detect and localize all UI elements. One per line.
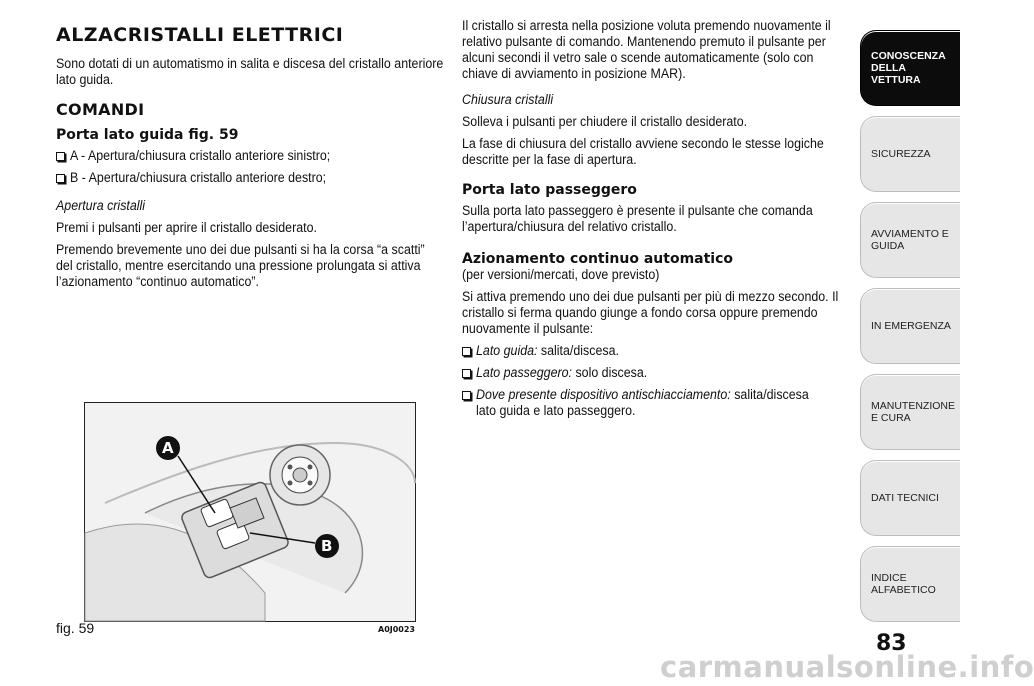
item-label: Lato passeggero: <box>476 365 572 380</box>
item-text: solo discesa. <box>571 365 648 380</box>
checkbox-bullet-icon <box>462 391 471 400</box>
page-number: 83 <box>876 631 907 656</box>
item-text: salita/discesa. <box>537 343 619 358</box>
watermark: carmanualsonline.info <box>660 650 1034 684</box>
chiusura-heading: Chiusura cristalli <box>462 92 554 107</box>
right-column <box>462 18 842 425</box>
passeggero-heading: Porta lato passeggero <box>462 182 637 198</box>
porta-guida-heading: Porta lato guida fig. 59 <box>56 127 239 143</box>
tab-sicurezza[interactable]: SICUREZZA <box>860 116 960 192</box>
checkbox-bullet-icon <box>56 174 65 183</box>
item-label: Lato guida: <box>476 343 538 358</box>
azionamento-subtitle: (per versioni/mercati, dove previsto) <box>462 267 660 282</box>
passeggero-paragraph: Sulla porta lato passeggero è presente il pulsante che comanda l’apertura/chiusura del relativo cristallo. <box>462 203 813 234</box>
chiusura-paragraph-2: La fase di chiusura del cristallo avviene secondo le stesse logiche descritte per la fase di apertura. <box>462 136 824 167</box>
callout-label-b: B <box>321 537 333 555</box>
intro-text: Sono dotati di un automatismo in salita e discesa del cristallo anteriore lato guida. <box>56 56 444 87</box>
bullet-item <box>462 343 842 359</box>
checkbox-bullet-icon <box>462 347 471 356</box>
azionamento-heading: Azionamento continuo automatico <box>462 251 734 267</box>
apertura-paragraph-1: Premi i pulsanti per aprire il cristallo desiderato. <box>56 220 317 235</box>
apertura-heading: Apertura cristalli <box>56 198 146 213</box>
chiusura-paragraph-1: Solleva i pulsanti per chiudere il cristallo desiderato. <box>462 114 748 129</box>
azionamento-paragraph: Si attiva premendo uno dei due pulsanti per più di mezzo secondo. Il cristallo si ferma quando giunge a fondo corsa oppure premendo nuovamente il pulsante: <box>462 289 839 336</box>
tab-in-emergenza[interactable]: IN EMERGENZA <box>860 288 960 364</box>
bullet-item <box>56 170 446 186</box>
checkbox-bullet-icon <box>56 152 65 161</box>
window-switch-illustration <box>85 403 415 621</box>
bullet-text: A - Apertura/chiusura cristallo anteriore sinistro; <box>70 148 331 163</box>
callout-label-a: A <box>162 439 174 457</box>
tab-indice-alfabetico[interactable]: INDICE ALFABETICO <box>860 546 960 622</box>
figure-window-switches <box>84 402 416 622</box>
figure-code: A0J0023 <box>378 625 415 634</box>
bullet-item <box>462 387 842 419</box>
arresto-paragraph: Il cristallo si arresta nella posizione voluta premendo nuovamente il relativo pulsante di comando. Mantenendo premuto il pulsante per alcuni secondi il vetro sale o scende automaticamente (solo con chiave di avviamento in posizione MAR). <box>462 18 831 81</box>
bullet-item <box>56 148 446 164</box>
tab-avviamento-e-guida[interactable]: AVVIAMENTO E GUIDA <box>860 202 960 278</box>
tab-conoscenza-della-vettura[interactable]: CONOSCENZA DELLA VETTURA <box>860 30 960 106</box>
bullet-item <box>462 365 842 381</box>
comandi-heading: COMANDI <box>56 100 145 119</box>
bullet-text: B - Apertura/chiusura cristallo anteriore destro; <box>70 170 327 185</box>
figure-caption: fig. 59 <box>56 620 95 636</box>
section-title: ALZACRISTALLI ELETTRICI <box>56 24 344 46</box>
left-column <box>56 18 446 296</box>
checkbox-bullet-icon <box>462 369 471 378</box>
tab-manutenzione-e-cura[interactable]: MANUTENZIONE E CURA <box>860 374 960 450</box>
item-text: salita/discesa lato guida e lato passeggero. <box>476 387 809 418</box>
item-label: Dove presente dispositivo antischiacciamento: <box>476 387 731 402</box>
tab-dati-tecnici[interactable]: DATI TECNICI <box>860 460 960 536</box>
apertura-paragraph-2: Premendo brevemente uno dei due pulsanti si ha la corsa “a scatti” del cristallo, mentre esercitando una pressione prolungata si attiva l’azionamento “continuo automatico”. <box>56 242 425 289</box>
